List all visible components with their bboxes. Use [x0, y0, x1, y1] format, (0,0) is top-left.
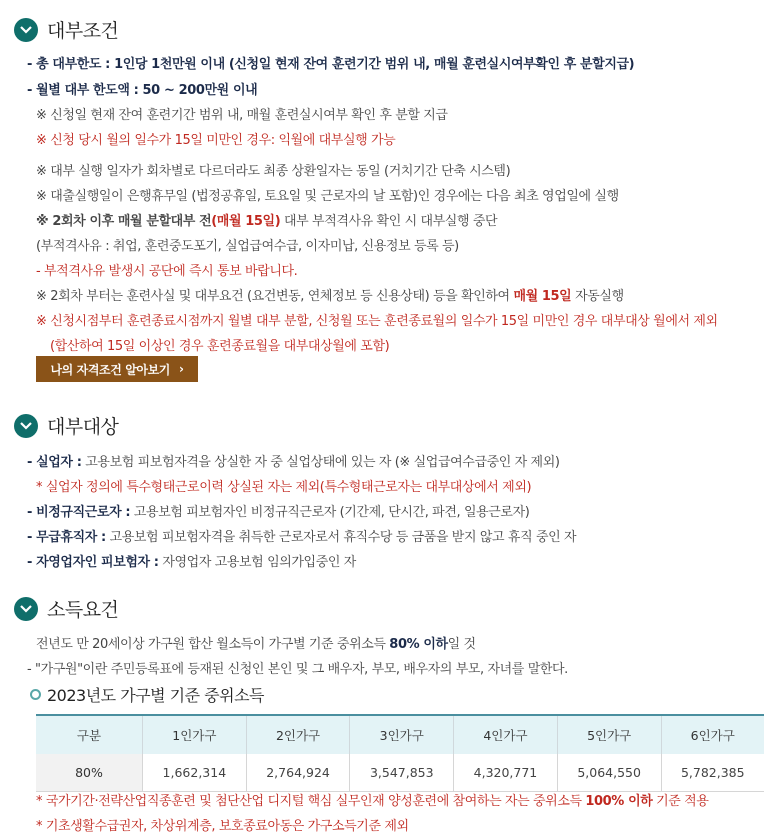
section-title: 대부대상 — [47, 416, 119, 438]
table-cell: 3,547,853 — [350, 754, 454, 792]
monthly-loan-limit: - 월별 대부 한도액 : 50 ~ 200만원 이내 — [27, 83, 258, 98]
section-header-loan-terms — [14, 16, 118, 43]
table-cell: 2,764,924 — [246, 754, 350, 792]
note-repayment-date: ※ 대부 실행 일자가 회차별로 다르더라도 최종 상환일자는 동일 (거치기간 단축 시스템) — [36, 164, 511, 179]
note-ineligibility-reasons: (부적격사유 : 취업, 훈련중도포기, 실업급여수급, 이자미납, 신용정보 등록 등) — [36, 239, 459, 254]
section-header-income — [14, 595, 118, 622]
table-cell: 80% — [36, 754, 143, 792]
section-header-loan-target — [14, 412, 118, 439]
table-header-cell: 3인가구 — [350, 715, 454, 754]
table-header-cell: 구분 — [36, 715, 143, 754]
note-month-inclusion: (합산하여 15일 이상인 경우 훈련종료월을 대부대상월에 포함) — [50, 339, 390, 354]
chevron-down-icon[interactable] — [14, 18, 38, 42]
chevron-down-icon[interactable] — [14, 597, 38, 621]
note-ineligibility-check: ※ 2회차 이후 매월 분할대부 전(매월 15일) 대부 부적격사유 확인 시 대부실행 중단 — [36, 214, 498, 229]
median-income-table — [36, 714, 764, 792]
income-footnote-exempt: * 기초생활수급권자, 차상위계층, 보호종료아동은 가구소득기준 제외 — [36, 819, 409, 834]
note-split-payment: ※ 신청일 현재 잔여 훈련기간 범위 내, 매월 훈련실시여부 확인 후 분할 지급 — [36, 108, 448, 123]
target-unemployed-note: * 실업자 정의에 특수형태근로이력 상실된 자는 제외(특수형태근로자는 대부대상에서 제외) — [36, 480, 532, 495]
target-irregular-worker: - 비정규직근로자 : 고용보험 피보험자인 비정규직근로자 (기간제, 단시간, 파견, 일용근로자) — [27, 505, 530, 520]
table-header-cell: 2인가구 — [246, 715, 350, 754]
target-self-employed: - 자영업자인 피보험자 : 자영업자 고용보험 임의가입중인 자 — [27, 555, 356, 570]
circle-bullet-icon — [30, 689, 41, 700]
table-cell: 4,320,771 — [454, 754, 558, 792]
section-title: 소득요건 — [47, 599, 119, 621]
total-loan-limit: - 총 대부한도 : 1인당 1천만원 이내 (신청일 현재 잔여 훈련기간 범위 내, 매월 훈련실시여부확인 후 분할지급) — [27, 57, 635, 72]
note-next-month: ※ 신청 당시 월의 일수가 15일 미만인 경우: 익월에 대부실행 가능 — [36, 133, 396, 148]
target-unpaid-leave: - 무급휴직자 : 고용보험 피보험자격을 취득한 근로자로서 휴직수당 등 금품을 받지 않고 휴직 중인 자 — [27, 530, 577, 545]
check-eligibility-button[interactable]: 나의 자격조건 알아보기 › — [36, 356, 198, 382]
note-notify: - 부적격사유 발생시 공단에 즉시 통보 바랍니다. — [36, 264, 298, 279]
section-title: 대부조건 — [47, 20, 119, 42]
target-unemployed: - 실업자 : 고용보험 피보험자격을 상실한 자 중 실업상태에 있는 자 (※ 실업급여수급중인 자 제외) — [27, 455, 560, 470]
chevron-down-icon[interactable] — [14, 414, 38, 438]
table-header-cell: 1인가구 — [143, 715, 247, 754]
income-footnote-strategic: * 국가기간·전략산업직종훈련 및 첨단산업 디지털 핵심 실무인재 양성훈련에 참여하는 자는 중위소득 100% 이하 기준 적용 — [36, 794, 709, 809]
table-header-cell: 5인가구 — [557, 715, 661, 754]
note-bank-holiday: ※ 대출실행일이 은행휴무일 (법정공휴일, 토요일 및 근로자의 날 포함)인 경우에는 다음 최초 영업일에 실행 — [36, 189, 619, 204]
chevron-right-icon: › — [178, 362, 184, 376]
table-header-row — [36, 715, 764, 754]
table-cell: 1,662,314 — [143, 754, 247, 792]
table-cell: 5,782,385 — [661, 754, 764, 792]
household-definition: - "가구원"이란 주민등록표에 등재된 신청인 본인 및 그 배우자, 부모, 배우자의 부모, 자녀를 말한다. — [27, 662, 568, 677]
table-cell: 5,064,550 — [557, 754, 661, 792]
table-row — [36, 754, 764, 792]
note-auto-execution: ※ 2회차 부터는 훈련사실 및 대부요건 (요건변동, 연체정보 등 신용상태) 등을 확인하여 매월 15일 자동실행 — [36, 289, 624, 304]
median-income-subheader — [30, 683, 264, 706]
table-header-cell: 4인가구 — [454, 715, 558, 754]
table-header-cell: 6인가구 — [661, 715, 764, 754]
median-income-title: 2023년도 가구별 기준 중위소득 — [47, 686, 264, 705]
income-criterion: 전년도 만 20세이상 가구원 합산 월소득이 가구별 기준 중위소득 80% 이하일 것 — [36, 637, 476, 652]
note-month-exclusion: ※ 신청시점부터 훈련종료시점까지 월별 대부 분할, 신청월 또는 훈련종료월의 일수가 15일 미만인 경우 대부대상 월에서 제외 — [36, 314, 718, 329]
